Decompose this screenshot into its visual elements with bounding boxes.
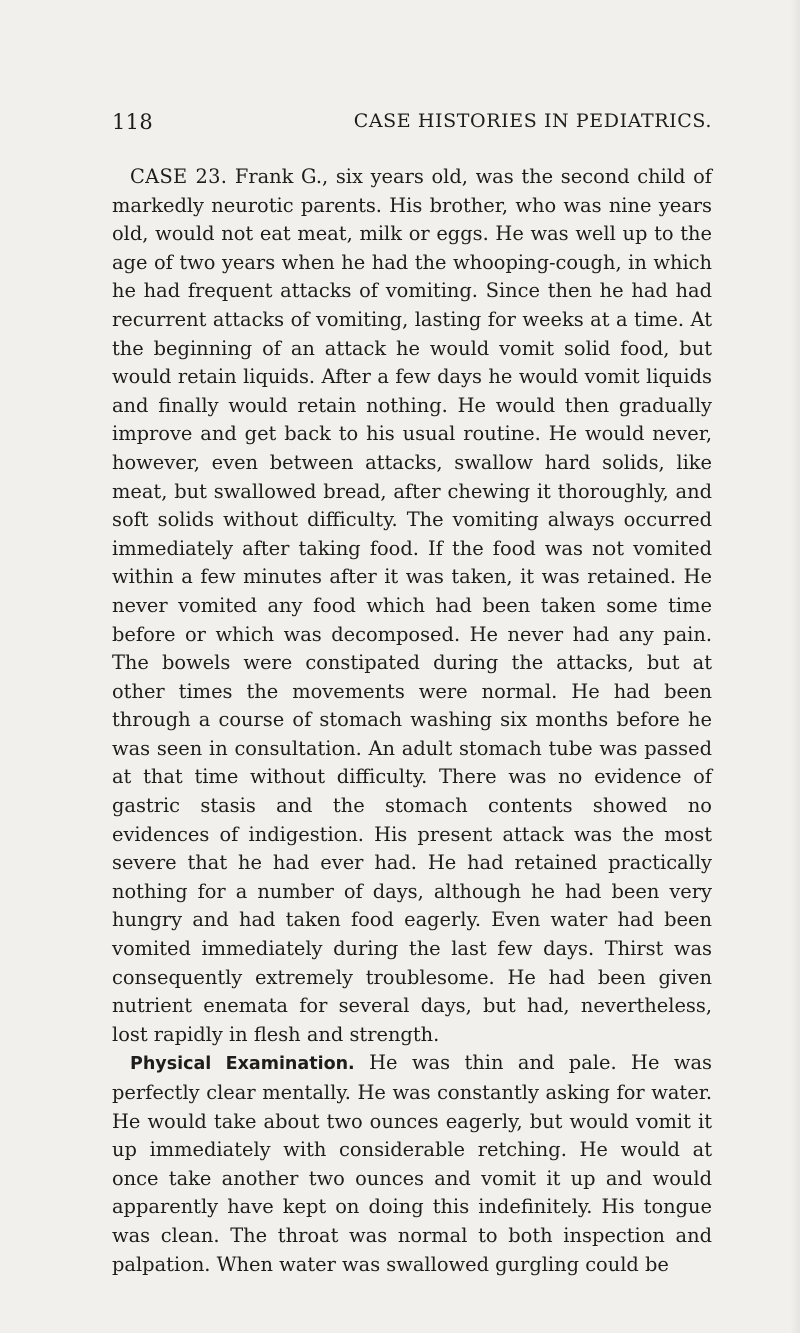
case-history-paragraph xyxy=(112,163,712,1049)
running-title: CASE HISTORIES IN PEDIATRICS. xyxy=(353,110,712,132)
examination-paragraph xyxy=(112,1049,712,1279)
case-label: CASE 23. xyxy=(130,165,228,188)
page-edge-shadow xyxy=(790,0,800,1333)
examination-text: He was thin and pale. He was perfectly clear mentally. He was constantly asking for water. He would take about two ounces eagerly, but would vomit it up immediately with considerable retching. He would at once take another two ounces and vomit it up and would apparently have kept on doing this indefinitely. His tongue was clean. The throat was normal to both inspection and palpation. When water was swallowed gurgling could be xyxy=(112,1051,712,1276)
body-text xyxy=(112,163,712,1279)
page-number: 118 xyxy=(112,110,153,134)
case-history-text: Frank G., six years old, was the second child of markedly neurotic parents. His brother, who was nine years old, would not eat meat, milk or eggs. He was well up to the age of two years when he had the whooping-cough, in which he had frequent attacks of vomiting. Since then he had had recurrent attacks of vomiting, lasting for weeks at a time. At the beginning of an attack he would vomit solid food, but would retain liquids. After a few days he would vomit liquids and finally would retain nothing. He would then gradually improve and get back to his usual routine. He would never, however, even between attacks, swallow hard solids, like meat, but swallowed bread, after chewing it thoroughly, and soft solids without difficulty. The vomiting always occurred immediately after taking food. If the food was not vomited within a few minutes after it was taken, it was retained. He never vomited any food which had been taken some time before or which was decomposed. He never had any pain. The bowels were constipated during the attacks, but at other times the movements were normal. He had been through a course of stomach washing six months before he was seen in consultation. An adult stomach tube was passed at that time without difficulty. There was no evidence of gastric stasis and the stomach contents showed no evidences of indigestion. His present attack was the most severe that he had ever had. He had retained practically nothing for a number of days, although he had been very hungry and had taken food eagerly. Even water had been vomited immediately during the last few days. Thirst was consequently extremely troublesome. He had been given nutrient enemata for several days, but had, nevertheless, lost rapidly in flesh and strength. xyxy=(112,165,712,1046)
running-head xyxy=(112,110,712,140)
section-heading: Physical Examination. xyxy=(130,1054,355,1075)
